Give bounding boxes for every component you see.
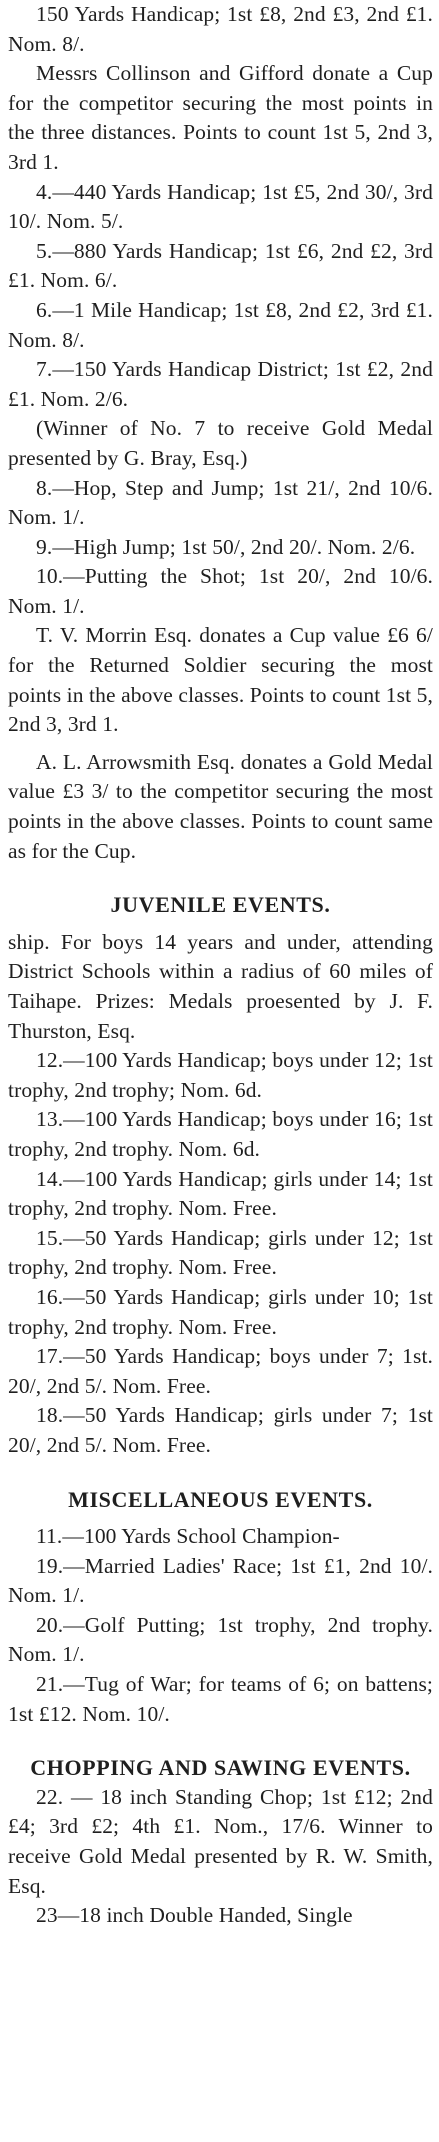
article-paragraph: 4.—440 Yards Handicap; 1st £5, 2nd 30/, 3rd 10/. Nom. 5/. (8, 179, 433, 234)
article-paragraph: 21.—Tug of War; for teams of 6; on battens; 1st £12. Nom. 10/. (8, 1672, 433, 1726)
article-paragraph: 11.—100 Yards School Champion- (36, 1524, 340, 1549)
article-paragraph: 150 Yards Handicap; 1st £8, 2nd £3, 2nd £1. Nom. 8/. (8, 2, 433, 56)
article-paragraph: 15.—50 Yards Handicap; girls under 12; 1st trophy, 2nd trophy. Nom. Free. (8, 1225, 433, 1280)
spacer (8, 1461, 433, 1485)
article-paragraph: 10.—Putting the Shot; 1st 20/, 2nd 10/6. Nom. 1/. (8, 564, 433, 618)
section-heading: MISCELLANEOUS EVENTS. (68, 1486, 373, 1512)
article-paragraph: Messrs Collinson and Gifford donate a Cup for the competitor securing the most points in the three distances. Points to count 1st 5, 2nd 3, 3rd 1. (8, 61, 433, 174)
article-paragraph: 17.—50 Yards Handicap; boys under 7; 1st. 20/, 2nd 5/. Nom. Free. (8, 1344, 433, 1398)
article-paragraph: 23—18 inch Double Handed, Single (36, 1903, 353, 1928)
spacer (8, 866, 433, 890)
article-paragraph: 6.—1 Mile Handicap; 1st £8, 2nd £2, 3rd £1. Nom. 8/. (8, 297, 433, 352)
article-paragraph: 20.—Golf Putting; 1st trophy, 2nd trophy. Nom. 1/. (8, 1612, 433, 1667)
article-paragraph: 18.—50 Yards Handicap; girls under 7; 1st 20/, 2nd 5/. Nom. Free. (8, 1403, 433, 1457)
article-paragraph: T. V. Morrin Esq. donates a Cup value £6 6/ for the Returned Soldier securing the most points in the above classes. Points to count 1st 5, 2nd 3, 3rd 1. (8, 623, 433, 737)
section-heading: CHOPPING AND SAWING EVENTS. (30, 1755, 411, 1781)
article-paragraph: (Winner of No. 7 to receive Gold Medal presented by G. Bray, Esq.) (8, 416, 433, 470)
article-paragraph: 9.—High Jump; 1st 50/, 2nd 20/. Nom. 2/6. (36, 534, 416, 559)
article-paragraph: 16.—50 Yards Handicap; girls under 10; 1st trophy, 2nd trophy. Nom. Free. (8, 1284, 433, 1339)
article-paragraph: 8.—Hop, Step and Jump; 1st 21/, 2nd 10/6. Nom. 1/. (8, 475, 433, 530)
spacer (8, 1729, 433, 1753)
article-paragraph: 19.—Married Ladies' Race; 1st £1, 2nd 10/. Nom. 1/. (8, 1553, 433, 1608)
article-paragraph: 12.—100 Yards Handicap; boys under 12; 1st trophy, 2nd trophy; Nom. 6d. (8, 1048, 433, 1102)
article-paragraph: 7.—150 Yards Handicap District; 1st £2, 2nd £1. Nom. 2/6. (8, 357, 433, 411)
article-paragraph: A. L. Arrowsmith Esq. donates a Gold Medal value £3 3/ to the competitor securing the most points in the above classes. Points to count same as for the Cup. (8, 749, 433, 863)
article-paragraph: ship. For boys 14 years and under, attending District Schools within a radius of 60 miles of Taihape. Prizes: Medals proesented by J. F. Thurston, Esq. (8, 929, 433, 1043)
article-paragraph: 22. — 18 inch Standing Chop; 1st £12; 2nd £4; 3rd £2; 4th £1. Nom., 17/6. Winner to receive Gold Medal presented by R. W. Smith, Esq. (8, 1784, 433, 1898)
spacer (8, 1514, 433, 1522)
article-paragraph: 5.—880 Yards Handicap; 1st £6, 2nd £2, 3rd £1. Nom. 6/. (8, 238, 433, 293)
spacer (8, 740, 433, 748)
article-paragraph: 14.—100 Yards Handicap; girls under 14; 1st trophy, 2nd trophy. Nom. Free. (8, 1166, 433, 1221)
article-paragraph: 13.—100 Yards Handicap; boys under 16; 1st trophy, 2nd trophy. Nom. 6d. (8, 1107, 433, 1161)
section-heading: JUVENILE EVENTS. (110, 892, 331, 918)
spacer (8, 920, 433, 928)
